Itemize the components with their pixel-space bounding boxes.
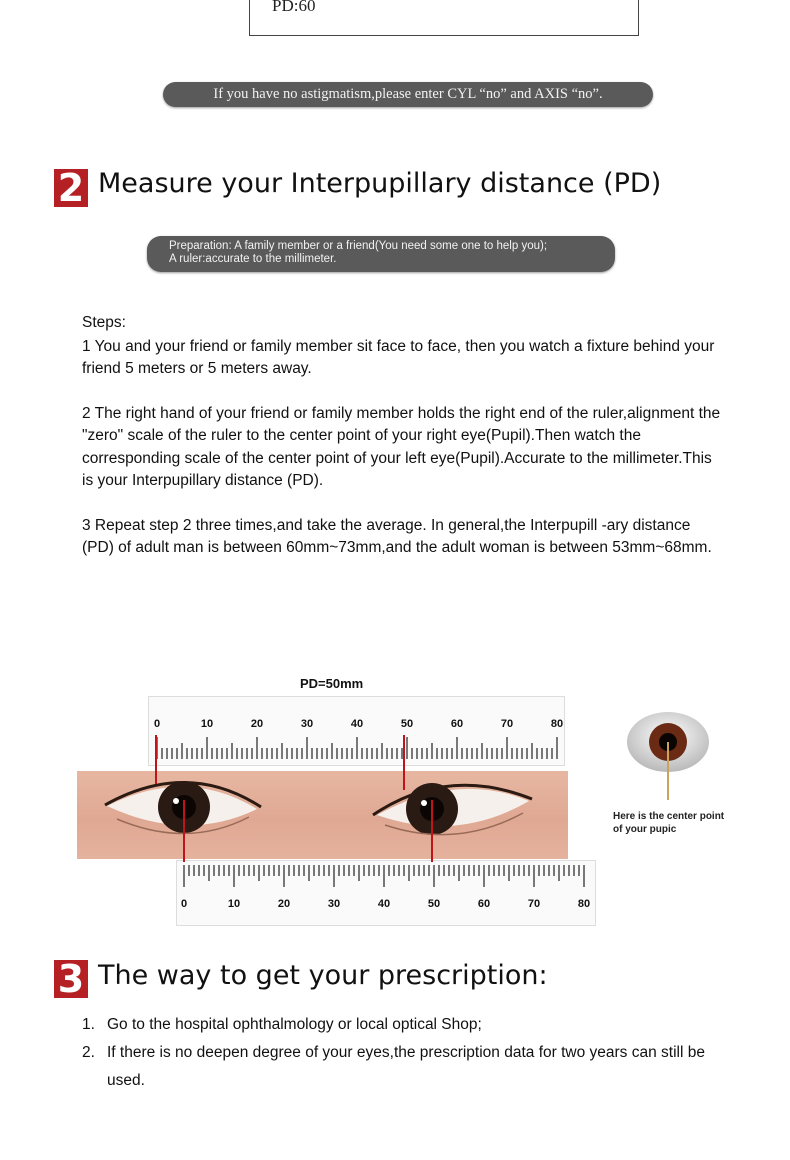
eyes-illustration bbox=[77, 771, 568, 859]
eyes-photo bbox=[77, 771, 568, 859]
preparation-note bbox=[147, 236, 615, 272]
ruler-label: 0 bbox=[180, 898, 188, 910]
prescription-list bbox=[82, 1011, 747, 1095]
top-ruler bbox=[148, 696, 565, 766]
list-item-text: Go to the hospital ophthalmology or local optical Shop; bbox=[107, 1016, 482, 1033]
pupil-note-line-1: Here is the center point bbox=[613, 811, 725, 822]
pd-value-text: PD:60 bbox=[272, 0, 316, 15]
list-item bbox=[82, 1011, 747, 1039]
ruler-label: 30 bbox=[327, 898, 341, 910]
ruler-label: 20 bbox=[277, 898, 291, 910]
bottom-ruler-scale bbox=[177, 861, 595, 925]
preparation-line-1: Preparation: A family member or a friend(You need some one to help you); bbox=[169, 240, 548, 252]
section-3-title: The way to get your prescription: bbox=[98, 960, 548, 991]
list-item-text: If there is no deepen degree of your eyes,the prescription data for two years can still be used. bbox=[107, 1044, 705, 1089]
top-ruler-scale bbox=[149, 697, 564, 765]
steps-block bbox=[82, 312, 722, 582]
ruler-label: 80 bbox=[550, 718, 564, 730]
step-2: 2 The right hand of your friend or family member holds the right end of the ruler,alignment the "zero" scale of the ruler to the center point of your right eye(Pupil).Then watch the corresponding scale of the center point of your left eye(Pupil).Accurate to the millimeter.This is your Interpupillary distance (PD). bbox=[82, 404, 721, 489]
step-1: 1 You and your friend or family member sit face to face, then you watch a fixture behind your friend 5 meters or 5 meters away. bbox=[82, 337, 715, 377]
ruler-label: 50 bbox=[427, 898, 441, 910]
list-item bbox=[82, 1039, 747, 1095]
list-item-index: 2. bbox=[82, 1044, 95, 1061]
pupil-note-line-2: of your pupic bbox=[613, 824, 677, 835]
ruler-label: 70 bbox=[527, 898, 541, 910]
ruler-label: 40 bbox=[350, 718, 364, 730]
ruler-label: 80 bbox=[577, 898, 591, 910]
section-3-number-badge: 3 bbox=[54, 960, 88, 998]
preparation-line-2: A ruler:accurate to the millimeter. bbox=[169, 253, 337, 265]
ruler-label: 30 bbox=[300, 718, 314, 730]
pupil-center-note bbox=[613, 810, 763, 836]
steps-heading: Steps: bbox=[82, 314, 126, 331]
ruler-label: 40 bbox=[377, 898, 391, 910]
pd-measure-label: PD=50mm bbox=[300, 676, 364, 691]
section-2-title: Measure your Interpupillary distance (PD) bbox=[98, 168, 662, 199]
step-3: 3 Repeat step 2 three times,and take the average. In general,the Interpupill -ary distance (PD) of adult man is between 60mm~73mm,and the adult woman is between 53mm~68mm. bbox=[82, 516, 712, 556]
ruler-label: 10 bbox=[200, 718, 214, 730]
ruler-label: 20 bbox=[250, 718, 264, 730]
ruler-label: 60 bbox=[450, 718, 464, 730]
eyeball-diagram bbox=[626, 712, 716, 802]
list-item-index: 1. bbox=[82, 1016, 95, 1033]
right-eye bbox=[105, 781, 261, 834]
ruler-label: 10 bbox=[227, 898, 241, 910]
pd-value-box bbox=[249, 0, 639, 36]
section-2-number-badge: 2 bbox=[54, 169, 88, 207]
astigmatism-note: If you have no astigmatism,please enter CYL “no” and AXIS “no”. bbox=[163, 82, 653, 107]
ruler-label: 50 bbox=[400, 718, 414, 730]
ruler-label: 70 bbox=[500, 718, 514, 730]
bottom-ruler bbox=[176, 860, 596, 926]
ruler-label: 60 bbox=[477, 898, 491, 910]
left-eye bbox=[373, 783, 532, 835]
ruler-label: 0 bbox=[153, 718, 161, 730]
